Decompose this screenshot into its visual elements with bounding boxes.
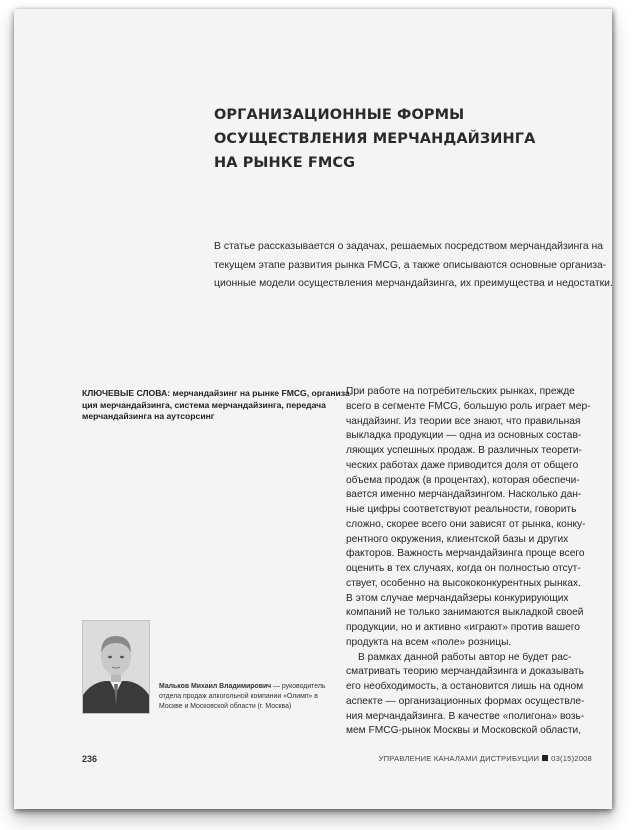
body-line: мем FMCG-рынок Москвы и Московской области, xyxy=(346,725,582,737)
body-line: продукта на всем «поле» розницы. xyxy=(346,636,512,648)
abstract-line: текущем этапе развития рынка FMCG, а также описываются основные организа- xyxy=(214,259,607,271)
journal-footer xyxy=(379,754,592,763)
body-line: ные цифры соответствуют реальности, говорить xyxy=(346,504,577,515)
body-line: В рамках данной работы автор не будет рас- xyxy=(358,651,572,663)
keywords-block xyxy=(82,388,353,423)
body-line: продукции, но и активно «играют» против вашего xyxy=(346,622,580,633)
abstract-line: ционные модели осуществления мерчандайзинга, их преимущества и недостатки. xyxy=(214,278,613,289)
title-line: НА РЫНКЕ FMCG xyxy=(214,155,356,171)
body-line: При работе на потребительских рынках, прежде xyxy=(346,386,575,397)
author-role: — руководитель xyxy=(271,683,326,690)
title-line: ОСУЩЕСТВЛЕНИЯ МЕРЧАНДАЙЗИНГА xyxy=(214,131,536,147)
article-title xyxy=(214,103,574,175)
body-line: сматривать теорию мерчандайзинга и доказывать xyxy=(346,666,584,678)
article-body xyxy=(346,385,596,739)
body-line: компаний не только занимаются выкладкой своей xyxy=(346,607,584,619)
title-line: ОРГАНИЗАЦИОННЫЕ ФОРМЫ xyxy=(214,107,465,123)
body-line: ляющих успешных продаж. В различных теорети- xyxy=(346,445,582,456)
body-line: ческих работах даже приводится доля от общего xyxy=(346,459,579,471)
body-line: его необходимость, а остановится лишь на одном xyxy=(346,681,584,692)
body-line: аспекте — организационных формах осуществле- xyxy=(346,695,585,707)
body-line: оценить в тех случаях, когда он полностью отсут- xyxy=(346,563,581,574)
author-portrait-icon xyxy=(83,621,149,713)
square-bullet-icon xyxy=(542,755,548,761)
author-line: Москве и Московской области (г. Москва) xyxy=(159,703,292,710)
keywords-line: ция мерчандайзинга, система мерчандайзинга, передача xyxy=(82,399,326,410)
body-line: факторов. Важность мерчандайзинга проще всего xyxy=(346,548,585,560)
body-line: ния мерчандайзинга. В качестве «полигона» возь- xyxy=(346,710,585,722)
journal-name: УПРАВЛЕНИЕ КАНАЛАМИ ДИСТРИБУЦИИ xyxy=(378,754,540,763)
body-line: выкладка продукции — одна из основных состав- xyxy=(346,430,582,442)
keywords-line: мерчандайзинга на аутсорсинг xyxy=(82,411,215,422)
keywords-line: КЛЮЧЕВЫЕ СЛОВА: мерчандайзинг на рынке FMCG, организа- xyxy=(82,388,353,398)
body-line: сложно, скорее всего они зависят от рынка, конку- xyxy=(346,518,586,530)
article-abstract xyxy=(214,238,613,294)
body-line: В этом случае мерчандайзеры конкурирующих xyxy=(346,592,569,604)
page-number: 236 xyxy=(82,754,98,764)
author-line xyxy=(159,682,326,692)
body-line: ствует, особенно на высококонкурентных рынках. xyxy=(346,577,581,589)
body-line: рентного окружения, клиентской базы и других xyxy=(346,533,569,545)
body-line: чандайзинг. Из теории все знают, что правильная xyxy=(346,415,581,427)
body-line: всего в сегменте FMCG, большую роль играет мер- xyxy=(346,400,591,412)
abstract-line: В статье рассказывается о задачах, решаемых посредством мерчандайзинга на xyxy=(214,241,604,252)
author-info xyxy=(159,682,326,712)
author-photo xyxy=(82,620,150,714)
body-line: объема продаж (в процентах), которая обеспечи- xyxy=(346,474,580,486)
journal-page xyxy=(14,9,612,809)
author-line: отдела продаж алкогольной компании «Олимп» в xyxy=(159,693,318,700)
author-name: Мальков Михаил Владимирович xyxy=(159,683,272,690)
body-line: вается именно мерчандайзингом. Насколько дан- xyxy=(346,489,582,501)
journal-issue: 03(15)2008 xyxy=(551,754,592,763)
